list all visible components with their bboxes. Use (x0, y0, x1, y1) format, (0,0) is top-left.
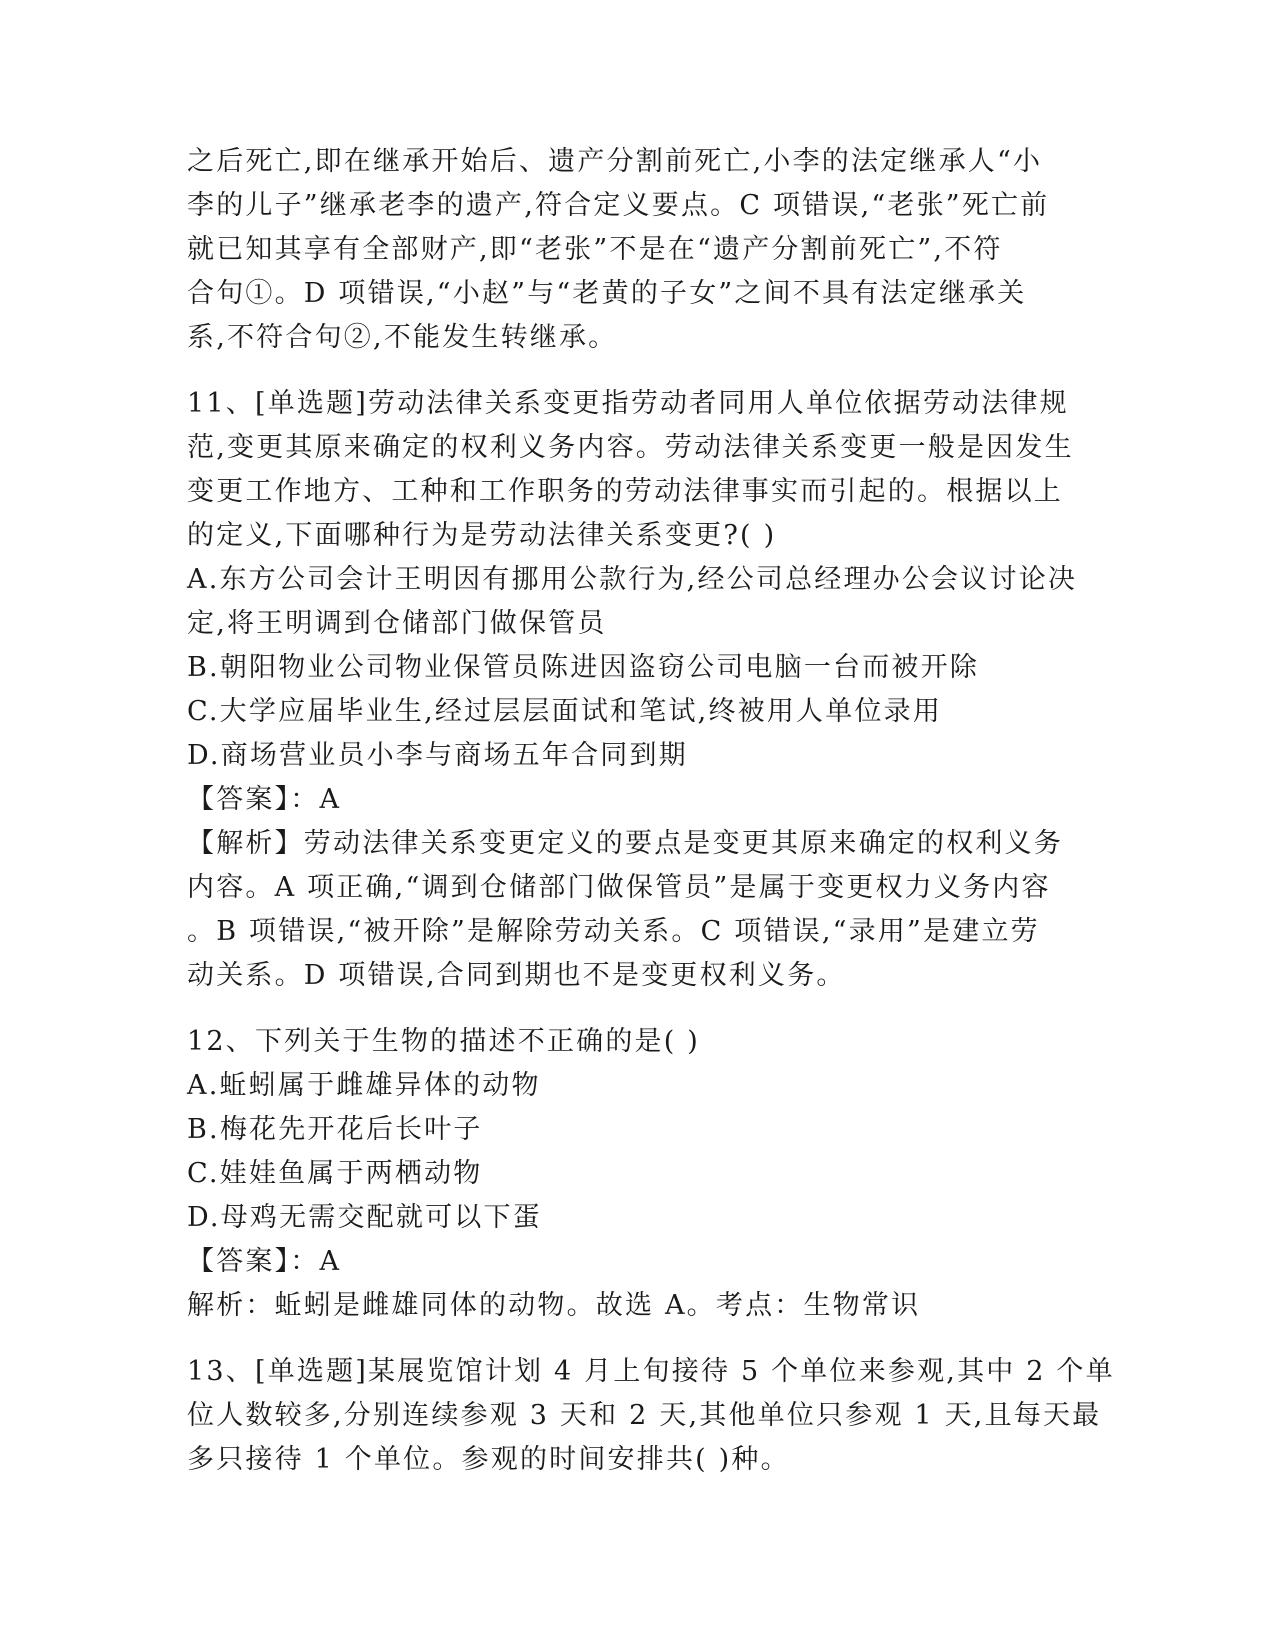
analysis-line: 解析：蚯蚓是雌雄同体的动物。故选 A。考点：生物常识 (187, 1290, 921, 1321)
question-stem-line: 11、[单选题]劳动法律关系变更指劳动者同用人单位依据劳动法律规 (187, 388, 1069, 419)
analysis-line: 动关系。D 项错误,合同到期也不是变更权利义务。 (187, 960, 846, 991)
answer: 【答案】：A (187, 1246, 342, 1277)
question-stem-line: 12、下列关于生物的描述不正确的是( ) (187, 1026, 701, 1057)
question-12 (187, 1020, 1087, 1328)
text-line: 系,不符合句②,不能发生转继承。 (187, 322, 618, 353)
option-b: B.梅花先开花后长叶子 (187, 1114, 483, 1145)
question-stem-line: 位人数较多,分别连续参观 3 天和 2 天,其他单位只参观 1 天,且每天最 (187, 1400, 1102, 1431)
text-line: 李的儿子”继承老李的遗产,符合定义要点。C 项错误,“老张”死亡前 (187, 190, 1050, 221)
paragraph-gap (187, 1328, 1087, 1350)
question-stem-line: 的定义,下面哪种行为是劳动法律关系变更?( ) (187, 520, 777, 551)
analysis-line: 【解析】劳动法律关系变更定义的要点是变更其原来确定的权利义务 (187, 828, 1063, 859)
option-b: B.朝阳物业公司物业保管员陈进因盗窃公司电脑一台而被开除 (187, 652, 980, 683)
paragraph-gap (187, 360, 1087, 382)
question-stem-line: 变更工作地方、工种和工作职务的劳动法律事实而引起的。根据以上 (187, 476, 1063, 507)
option-c: C.娃娃鱼属于两栖动物 (187, 1158, 483, 1189)
answer: 【答案】：A (187, 784, 342, 815)
option-d: D.母鸡无需交配就可以下蛋 (187, 1202, 542, 1233)
analysis-line: 内容。A 项正确,“调到仓储部门做保管员”是属于变更权力义务内容 (187, 872, 1051, 903)
question-13 (187, 1350, 1115, 1482)
question-stem-line: 多只接待 1 个单位。参观的时间安排共( )种。 (187, 1444, 790, 1475)
analysis-line: 。B 项错误,“被开除”是解除劳动关系。C 项错误,“录用”是建立劳 (187, 916, 1040, 947)
question-stem-line: 范,变更其原来确定的权利义务内容。劳动法律关系变更一般是因发生 (187, 432, 1074, 463)
document-page (187, 140, 1115, 1482)
text-line: 之后死亡,即在继承开始后、遗产分割前死亡,小李的法定继承人“小 (187, 146, 1043, 177)
option-a: A.蚯蚓属于雌雄异体的动物 (187, 1070, 541, 1101)
text-line: 就已知其享有全部财产,即“老张”不是在“遗产分割前死亡”,不符 (187, 234, 1003, 265)
paragraph-gap (187, 998, 1087, 1020)
option-a-continued: 定,将王明调到仓储部门做保管员 (187, 608, 607, 639)
previous-analysis-continuation (187, 140, 1087, 360)
option-a: A.东方公司会计王明因有挪用公款行为,经公司总经理办公会议讨论决 (187, 564, 1078, 595)
question-11 (187, 382, 1087, 998)
text-line: 合句①。D 项错误,“小赵”与“老黄的子女”之间不具有法定继承关 (187, 278, 1027, 309)
question-stem-line: 13、[单选题]某展览馆计划 4 月上旬接待 5 个单位来参观,其中 2 个单 (187, 1356, 1115, 1387)
option-d: D.商场营业员小李与商场五年合同到期 (187, 740, 688, 771)
option-c: C.大学应届毕业生,经过层层面试和笔试,终被用人单位录用 (187, 696, 943, 727)
